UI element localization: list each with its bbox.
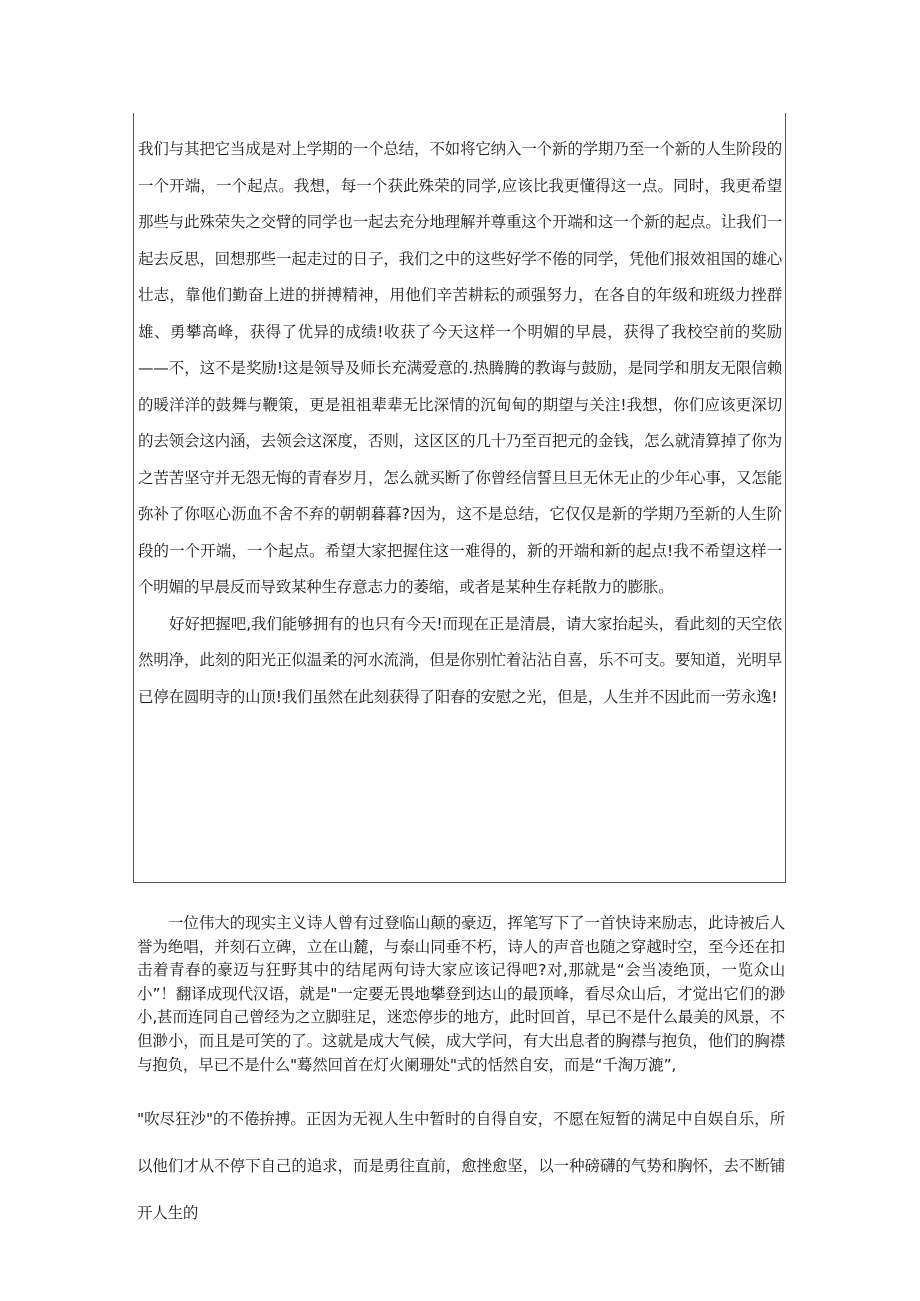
paragraph-poet-mountain: 一位伟大的现实主义诗人曾有过登临山颠的豪迈，挥笔写下了一首快诗来励志，此诗被后人誉为绝唱，并刻石立碑，立在山麓，与泰山同垂不朽，诗人的声音也随之穿越时空，至今还在扣击着青春的豪迈与狂野其中的结尾两句诗大家应该记得吧?对,那就是“会当凌绝顶，一览众山小”！翻译成现代汉语，就是"一定要无畏地攀登到达山的最顶峰，看尽众山后，才觉出它们的渺小,甚而连同自己曾经为之立脚驻足，迷恋停步的地方，此时回首，早已不是什么最美的风景，不但渺小，而且是可笑的了。这就是成大气候，成大学问，有大出息者的胸襟与抱负，他们的胸襟与抱负，早已不是什么"蓦然回首在灯火阑珊处"式的恬然自安，而是“千淘万漉”, — [137, 914, 785, 1074]
paragraph-tireless-struggle: "吹尽狂沙"的不倦拚搏。正因为无视人生中暂时的自得自安，不愿在短暂的满足中自娱自乐，所以他们才从不停下自己的追求，而是勇往直前，愈挫愈坚，以一种磅礴的气势和胸怀，去不断铺开人生的 — [137, 1110, 785, 1223]
paragraph-summary-and-start: 我们与其把它当成是对上学期的一个总结，不如将它纳入一个新的学期乃至一个新的人生阶段的一个开端，一个起点。我想，每一个获此殊荣的同学,应该比我更懂得这一点。同时，我更希望那些与此殊荣失之交臂的同学也一起去充分地理解并尊重这个开端和这一个新的起点。让我们一起去反思，回想那些一起走过的日子，我们之中的这些好学不倦的同学，凭他们报效祖国的雄心壮志，靠他们勤奋上进的拼搏精神，用他们辛苦耕耘的顽强努力，在各自的年级和班级力挫群雄、勇攀高峰，获得了优异的成绩!收获了今天这样一个明媚的早晨，获得了我校空前的奖励——不，这不是奖励!这是领导及师长充满爱意的.热腾腾的教诲与鼓励，是同学和朋友无限信赖的暖洋洋的鼓舞与鞭策，更是祖祖辈辈无比深情的沉甸甸的期望与关注!我想，你们应该更深切的去领会这内涵，去领会这深度，否则，这区区的几十乃至百把元的金钱，怎么就清算掉了你为之苦苦坚守并无怨无悔的青春岁月，怎么就买断了你曾经信誓旦旦无休无止的少年心事，又怎能弥补了你呕心沥血不舍不弃的朝朝暮暮?因为，这不是总结，它仅仅是新的学期乃至新的人生阶段的一个开端，一个起点。希望大家把握住这一难得的，新的开端和新的起点!我不希望这样一个明媚的早晨反而导致某种生存意志力的萎缩，或者是某种生存耗散力的膨胀。 — [138, 140, 782, 596]
bordered-text-body — [138, 131, 782, 715]
bordered-text-box — [133, 113, 786, 883]
paragraph-seize-today: 好好把握吧,我们能够拥有的也只有今天!而现在正是清晨，请大家抬起头，看此刻的天空依然明净，此刻的阳光正似温柔的河水流淌，但是你别忙着沾沾自喜，乐不可支。要知道，光明早已停在圆明寺的山顶!我们虽然在此刻获得了阳春的安慰之光，但是，人生并不因此而一劳永逸! — [138, 614, 782, 706]
main-text-section — [137, 912, 785, 1237]
